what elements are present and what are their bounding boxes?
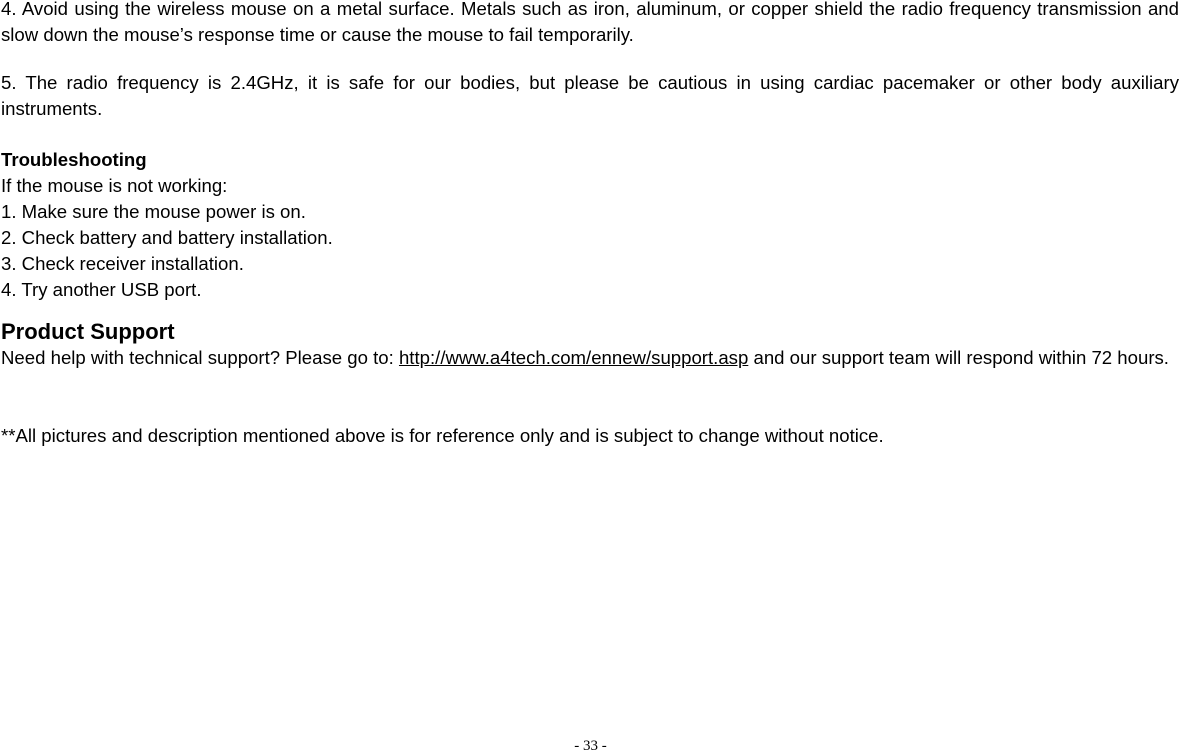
product-support-text-before: Need help with technical support? Please go to:	[1, 347, 394, 368]
support-link[interactable]: http://www.a4tech.com/ennew/support.asp	[398, 347, 749, 368]
product-support-text	[1, 345, 1179, 371]
troubleshooting-section	[1, 147, 1179, 303]
troubleshooting-step: 1. Make sure the mouse power is on.	[1, 201, 306, 222]
product-support-text-after: and our support team will respond within 72 hours.	[753, 347, 1169, 368]
troubleshooting-heading: Troubleshooting	[1, 149, 147, 170]
precaution-item-5: 5. The radio frequency is 2.4GHz, it is safe for our bodies, but please be cautious in using cardiac pacemaker or other body auxiliary instruments.	[1, 72, 1179, 119]
page-number: - 33 -	[574, 738, 607, 754]
troubleshooting-step: 3. Check receiver installation.	[1, 253, 244, 274]
troubleshooting-step: 2. Check battery and battery installation.	[1, 227, 333, 248]
precaution-item-4: 4. Avoid using the wireless mouse on a metal surface. Metals such as iron, aluminum, or copper shield the radio frequency transmission and slow down the mouse’s response time or cause the mouse to fail temporarily.	[1, 0, 1179, 45]
disclaimer: **All pictures and description mentioned above is for reference only and is subject to change without notice.	[1, 425, 884, 446]
troubleshooting-step: 4. Try another USB port.	[1, 279, 202, 300]
troubleshooting-intro: If the mouse is not working:	[1, 175, 228, 196]
product-support-heading: Product Support	[1, 319, 175, 344]
